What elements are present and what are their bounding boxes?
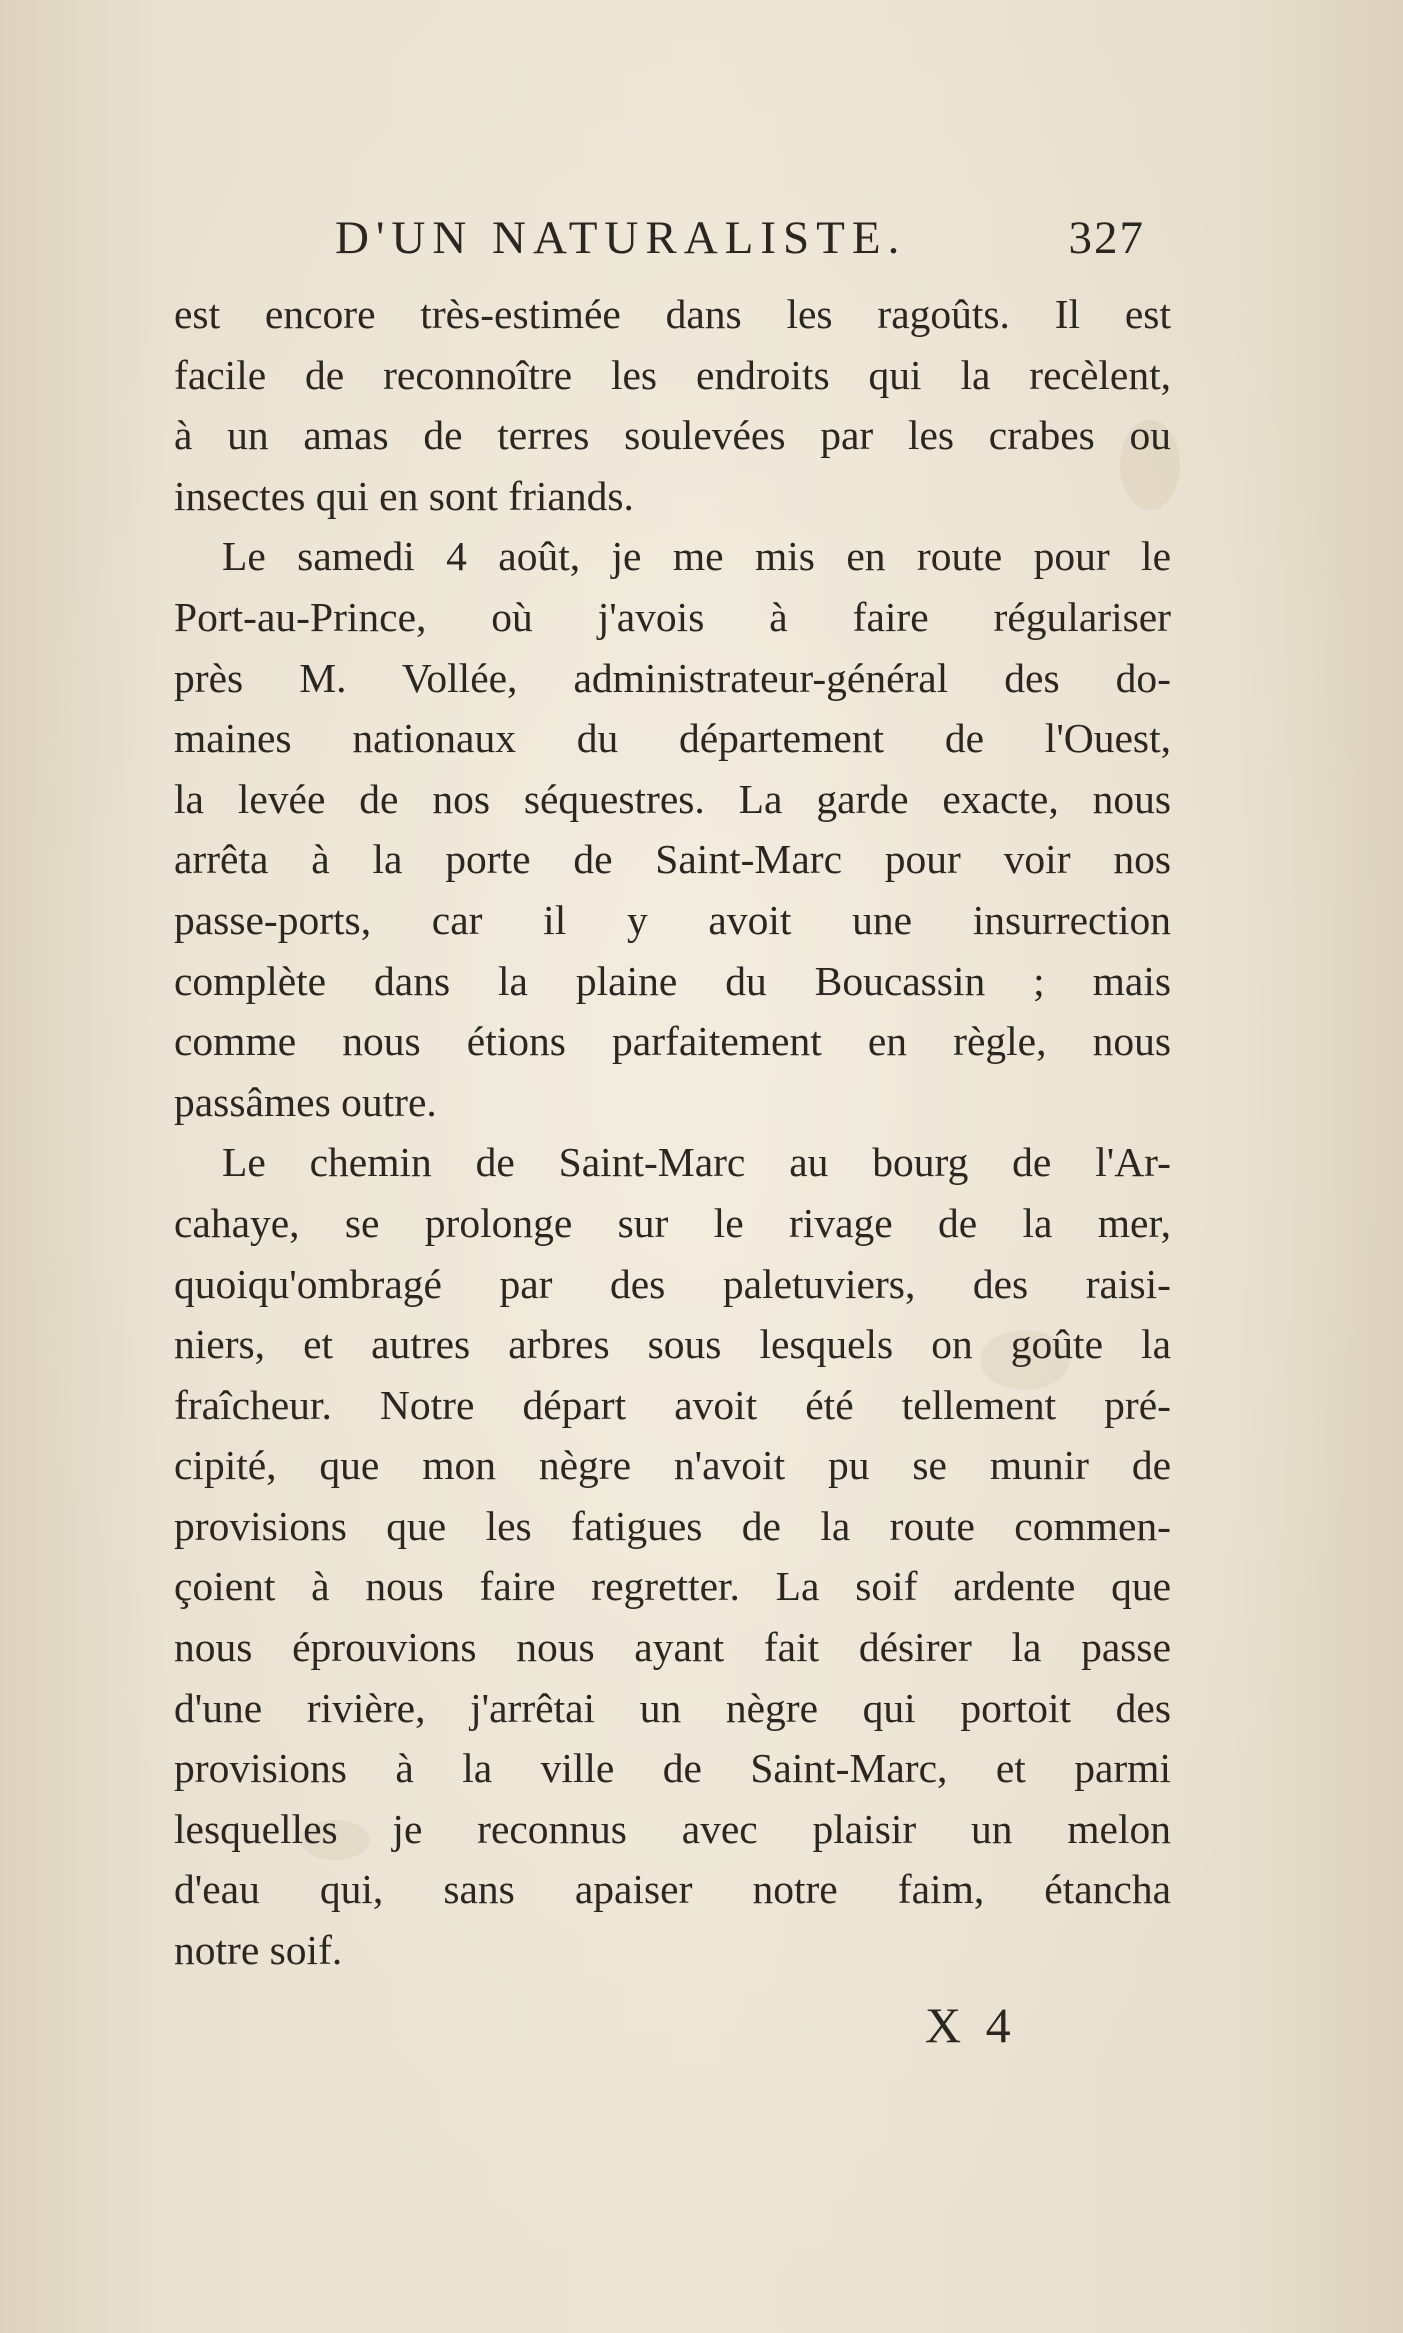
text-line: notre soif. — [174, 1927, 343, 1974]
text-line: arrêta à la porte de Saint-Marc pour voir nos — [174, 836, 1171, 883]
text-line: comme nous étions parfaitement en règle, nous — [174, 1018, 1171, 1065]
text-line: complète dans la plaine du Boucassin ; mais — [174, 957, 1171, 1004]
text-line: insectes qui en sont friands. — [174, 472, 634, 519]
signature-mark: X 4 — [925, 1997, 1017, 2053]
text-line: d'eau qui, sans apaiser notre faim, étancha — [174, 1866, 1171, 1913]
text-line: Le samedi 4 août, je me mis en route pour le — [222, 533, 1171, 580]
text-line: facile de reconnoître les endroits qui la recèlent, — [174, 351, 1171, 398]
running-head — [175, 206, 1145, 270]
text-line: près M. Vollée, administrateur-général des do- — [174, 654, 1171, 701]
text-line: fraîcheur. Notre départ avoit été tellement pré- — [174, 1381, 1171, 1428]
text-line: Le chemin de Saint-Marc au bourg de l'Ar- — [222, 1139, 1171, 1186]
text-line: cahaye, se prolonge sur le rivage de la mer, — [174, 1199, 1171, 1246]
text-line: çoient à nous faire regretter. La soif ardente que — [174, 1563, 1171, 1610]
text-line: provisions à la ville de Saint-Marc, et parmi — [174, 1745, 1171, 1792]
text-line: lesquelles je reconnus avec plaisir un melon — [174, 1805, 1171, 1852]
text-line: à un amas de terres soulevées par les crabes ou — [174, 412, 1171, 459]
text-line: d'une rivière, j'arrêtai un nègre qui portoit des — [174, 1684, 1171, 1731]
page-number: 327 — [1068, 212, 1145, 264]
text-line: cipité, que mon nègre n'avoit pu se munir de — [174, 1442, 1171, 1489]
text-line: maines nationaux du département de l'Ouest, — [174, 715, 1171, 762]
text-line: niers, et autres arbres sous lesquels on goûte la — [174, 1321, 1171, 1368]
text-line: nous éprouvions nous ayant fait désirer la passe — [174, 1624, 1171, 1671]
text-line: quoiqu'ombragé par des paletuviers, des raisi- — [174, 1260, 1171, 1307]
text-line: provisions que les fatigues de la route commen- — [174, 1502, 1171, 1549]
running-head-title: D'UN NATURALISTE. — [335, 212, 907, 264]
text-line: est encore très-estimée dans les ragoûts. Il est — [174, 291, 1171, 337]
text-line: Port-au-Prince, où j'avois à faire régulariser — [174, 593, 1171, 640]
text-line: la levée de nos séquestres. La garde exacte, nous — [174, 775, 1171, 822]
body-text — [174, 284, 1171, 1981]
text-line: passe-ports, car il y avoit une insurrection — [174, 896, 1171, 943]
text-line: passâmes outre. — [174, 1078, 437, 1125]
